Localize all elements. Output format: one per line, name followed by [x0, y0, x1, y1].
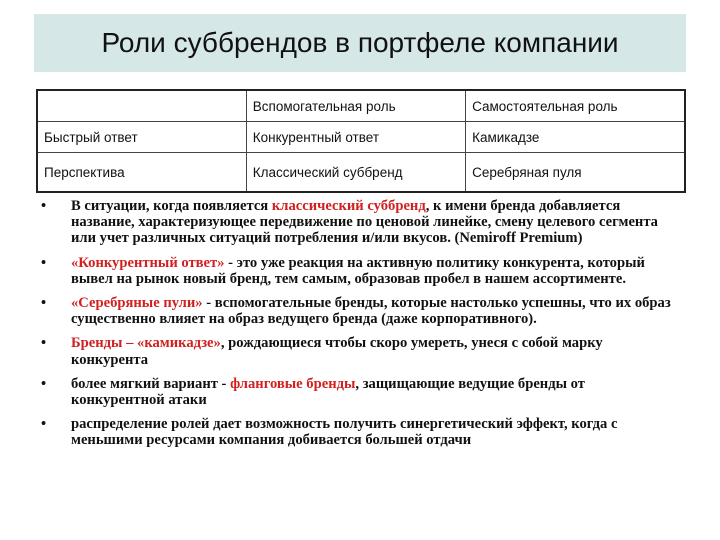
table-cell: Конкурентный ответ	[246, 122, 465, 153]
bullet-text: , защищающие ведущие бренды от конкурентной атаки	[71, 375, 585, 409]
table-cell: Быстрый ответ	[37, 122, 246, 153]
bullet-dot: •	[41, 335, 47, 352]
bullet-highlight: «Конкурентный ответ»	[71, 254, 225, 271]
table-header-cell	[37, 90, 246, 122]
bullet-item	[40, 335, 680, 367]
bullet-highlight: фланговые бренды	[230, 375, 356, 392]
table-cell: Классический суббренд	[246, 153, 465, 193]
roles-table	[36, 89, 686, 193]
title-bar	[34, 14, 686, 72]
table-cell: Камикадзе	[466, 122, 685, 153]
bullet-highlight: Бренды – «камикадзе»	[71, 335, 221, 352]
bullet-item	[40, 295, 680, 327]
bullet-item	[40, 255, 680, 287]
bullet-dot: •	[41, 198, 47, 214]
table-row	[37, 122, 685, 153]
bullet-item	[40, 376, 680, 408]
bullet-text: , рождающиеся чтобы скоро умереть, унеся с собой марку конкурента	[71, 335, 603, 368]
table-row	[37, 153, 685, 193]
bullet-dot: •	[41, 375, 47, 392]
bullet-dot: •	[41, 254, 47, 271]
bullet-dot: •	[41, 295, 47, 312]
bullet-text: более мягкий вариант -	[71, 375, 231, 392]
table-header-cell: Вспомогательная роль	[246, 90, 465, 122]
bullet-text: - вспомогательные бренды, которые настолько успешны, что их образ существенно влияет на образ ведущего бренда (даже корпоративного).	[71, 295, 671, 328]
bullet-dot: •	[41, 416, 47, 433]
table-header-cell: Самостоятельная роль	[466, 90, 685, 122]
bullet-text: - это уже реакция на активную политику конкурента, который вывел на рынок новый бренд, тем самым, образовав пробел в нашем ассортименте.	[71, 254, 645, 287]
bullet-text: , к имени бренда добавляется название, характеризующее передвижение по ценовой линейке, смену целевого сегмента или учет различных ситуаций потребления и/или вкусов. (Nemiroff Premium)	[71, 198, 658, 247]
bullet-highlight: «Серебряные пули»	[71, 295, 203, 312]
bullet-highlight: классический суббренд	[271, 198, 426, 214]
bullet-item	[40, 198, 680, 247]
bullet-text: В ситуации, когда появляется	[71, 198, 272, 214]
table-cell: Перспектива	[37, 153, 246, 193]
table-header-row	[37, 90, 685, 122]
table-cell: Серебряная пуля	[466, 153, 685, 193]
bullet-item	[40, 416, 680, 448]
bullet-list	[40, 198, 680, 457]
slide-title: Роли суббрендов в портфеле компании	[101, 27, 619, 58]
bullet-text: распределение ролей дает возможность получить синергетический эффект, когда с меньшими ресурсами компания добивается большей отдачи	[71, 416, 618, 449]
